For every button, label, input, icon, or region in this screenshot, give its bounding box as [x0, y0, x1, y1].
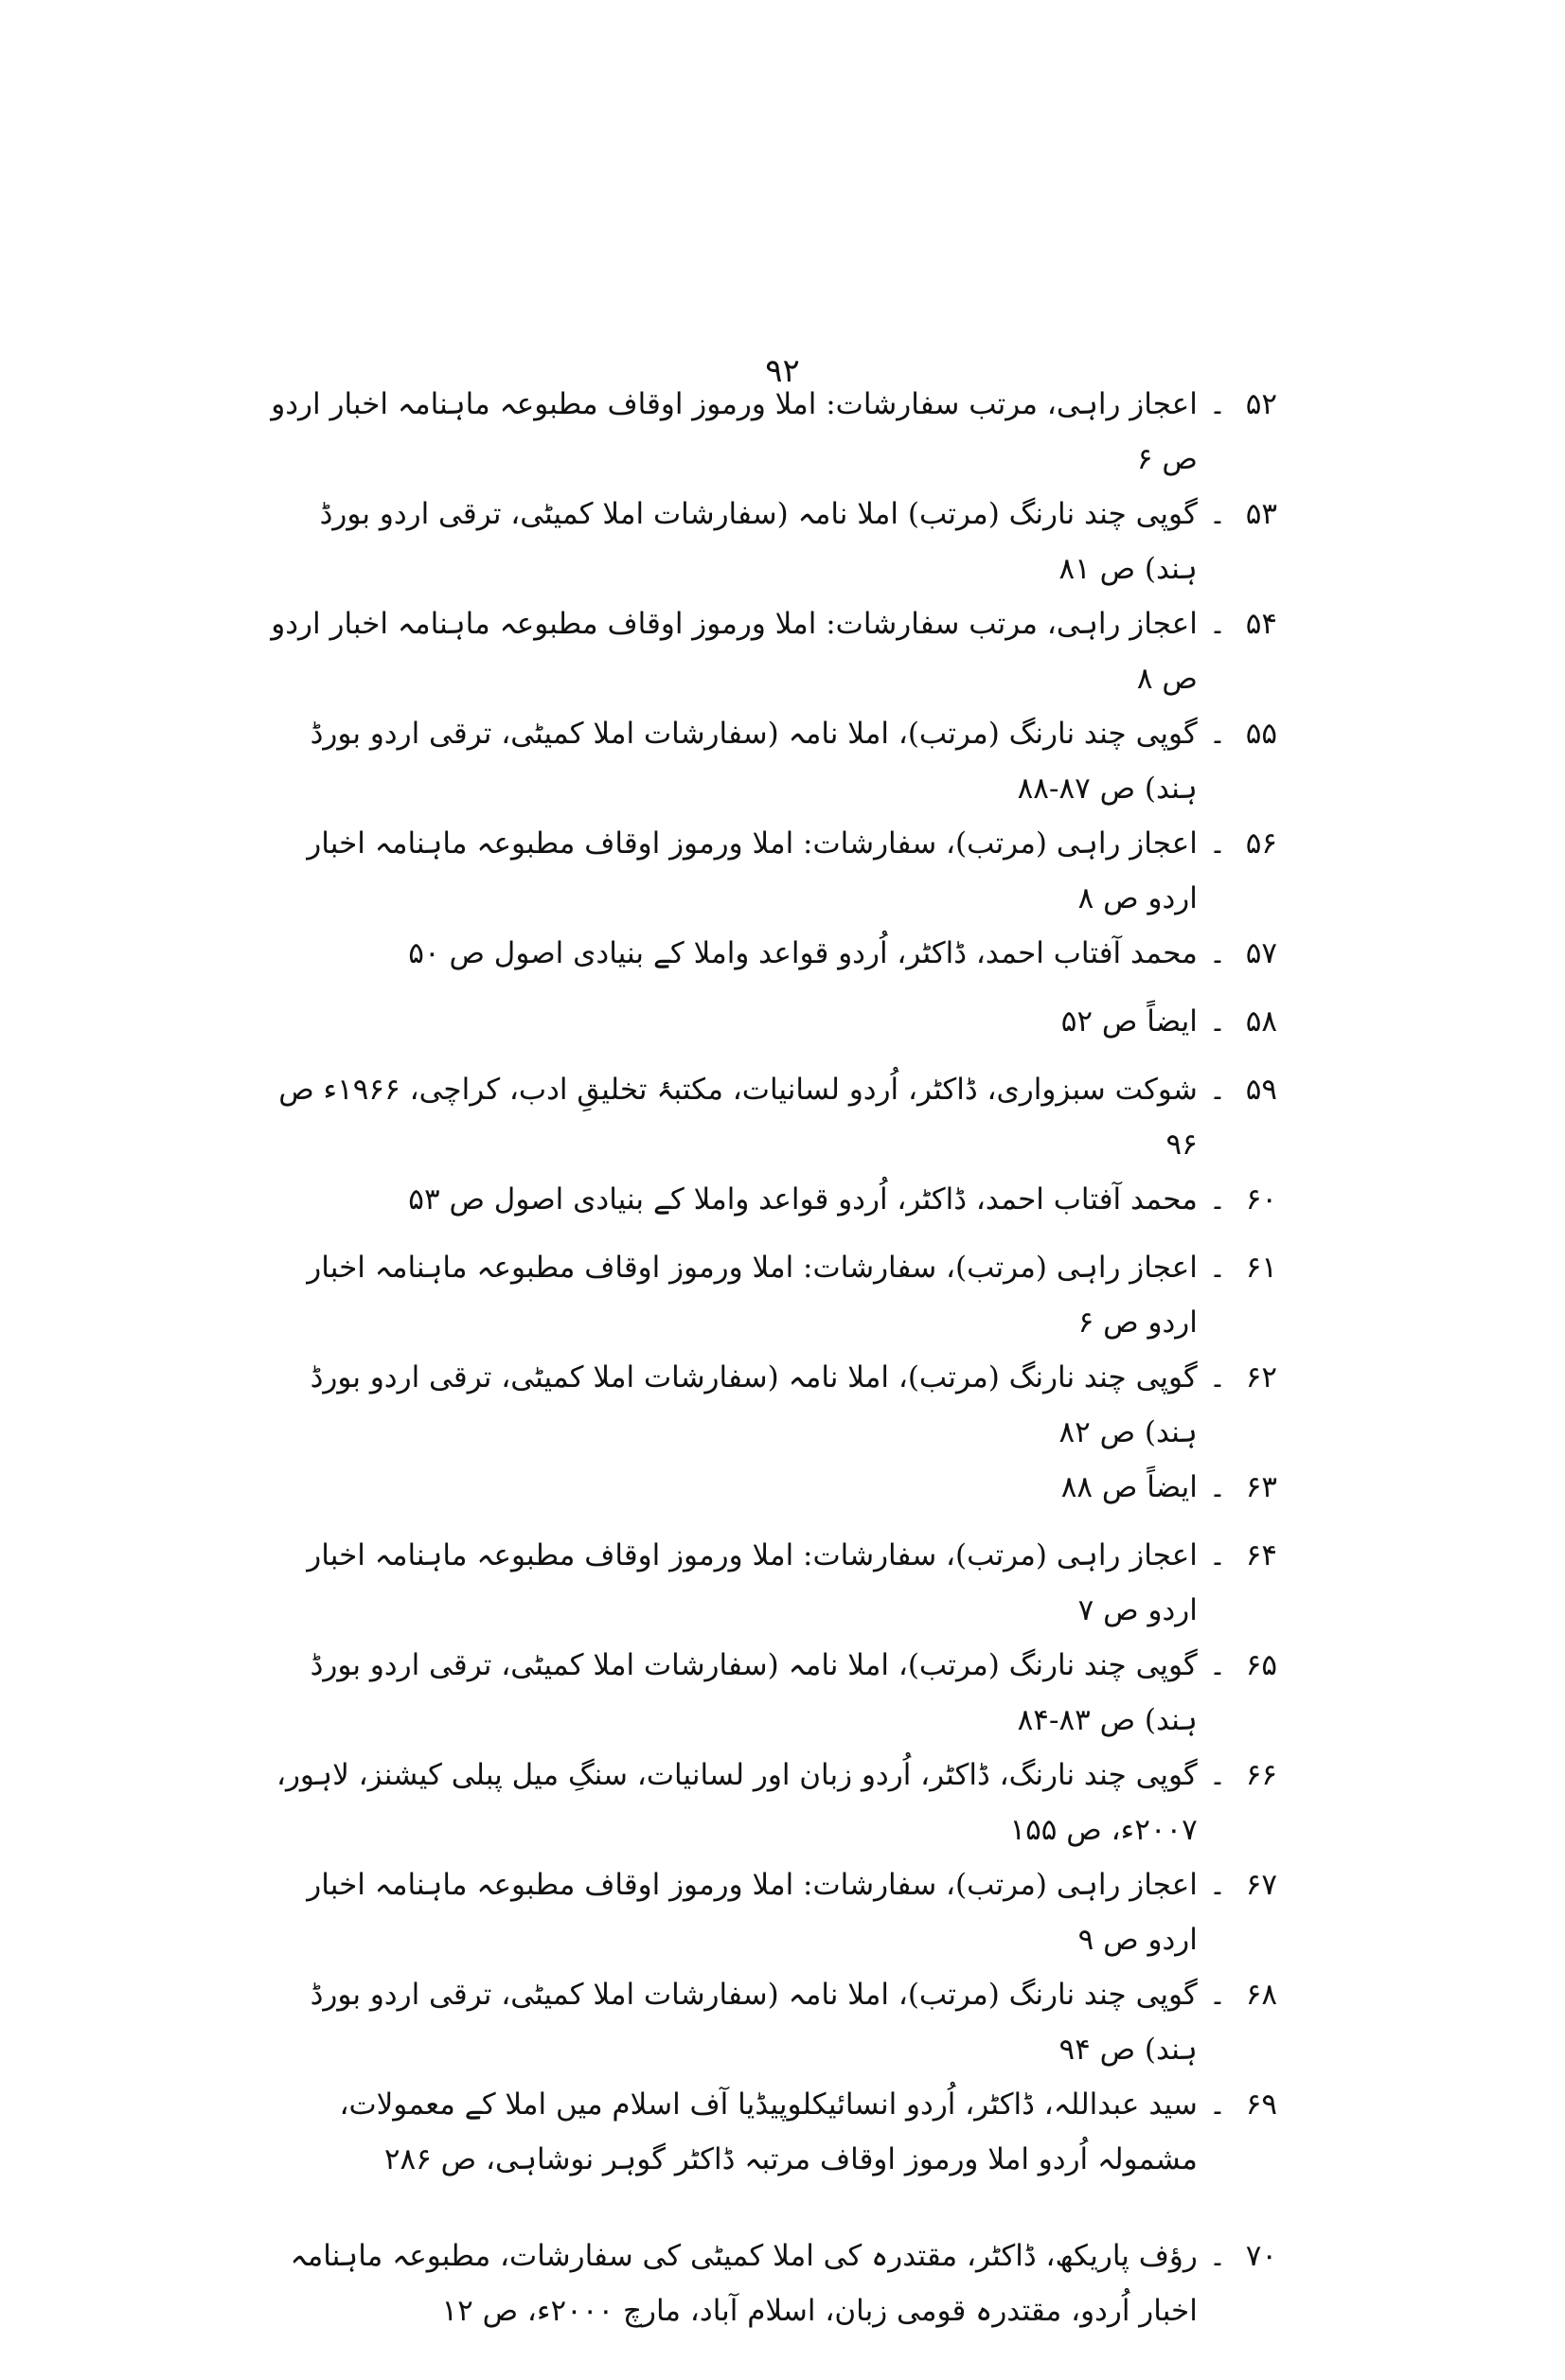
- endnote-text: ایضاً ص ۵۲: [1060, 1004, 1198, 1039]
- endnote-text: محمد آفتاب احمد، ڈاکٹر، اُردو قواعد واملا کے بنیادی اصول ص ۵۳: [408, 1182, 1198, 1217]
- endnote-item: [259, 377, 1277, 487]
- endnote-item: [259, 1460, 1277, 1528]
- endnotes-list: [259, 377, 1277, 2380]
- endnote-separator: ۔: [1208, 936, 1226, 970]
- endnote-text: گوپی چند نارنگ، ڈاکٹر، اُردو زبان اور لسانیات، سنگِ میل پبلی کیشنز، لاہور، ۲۰۰۷ء، ص ۱۵۵: [276, 1758, 1198, 1847]
- endnote-separator: ۔: [1208, 1648, 1226, 1682]
- endnote-text: اعجاز راہی، مرتب سفارشات: املا ورموز اوقاف مطبوعہ ماہنامہ اخبار اردو ص ۶: [271, 387, 1198, 476]
- endnote-number: ۶۲: [1245, 1360, 1277, 1394]
- endnote-number: ۶۱: [1245, 1251, 1277, 1285]
- endnote-item: [259, 1857, 1277, 1967]
- endnote-number: ۵۳: [1245, 497, 1277, 531]
- endnote-text: اعجاز راہی (مرتب)، سفارشات: املا ورموز اوقاف مطبوعہ ماہنامہ اخبار اردو ص ۶: [307, 1251, 1198, 1340]
- endnote-text: سید عبداللہ، ڈاکٹر، اُردو انسائیکلوپیڈیا آف اسلام میں املا کے معمولات، مشمولہ اُردو املا ورموز اوقاف مرتبہ ڈاکٹر گوہر نوشاہی، ص ۲۸۶: [339, 2087, 1198, 2176]
- endnote-number: ۶۷: [1245, 1868, 1277, 1902]
- endnote-text: شوکت سبزواری، ڈاکٹر، اُردو لسانیات، مکتبۂ تخلیقِ ادب، کراچی، ۱۹۶۶ء ص ۹۶: [278, 1073, 1198, 1162]
- endnote-separator: ۔: [1208, 826, 1226, 861]
- endnote-text: گوپی چند نارنگ (مرتب)، املا نامہ (سفارشات املا کمیٹی، ترقی اردو بورڈ ہند) ص ۸۳-۸۴: [310, 1648, 1198, 1737]
- endnote-text: اعجاز راہی (مرتب)، سفارشات: املا ورموز اوقاف مطبوعہ ماہنامہ اخبار اردو ص ۹: [307, 1868, 1198, 1957]
- endnote-item: [259, 2229, 1277, 2371]
- endnote-number: ۵۴: [1245, 607, 1277, 641]
- endnote-item: [259, 487, 1277, 596]
- endnote-number: ۵۸: [1245, 1004, 1277, 1039]
- endnote-text: گوپی چند نارنگ (مرتب) املا نامہ (سفارشات املا کمیٹی، ترقی اردو بورڈ ہند) ص ۸۱: [319, 497, 1198, 586]
- endnote-item: [259, 1062, 1277, 1172]
- endnote-item: [259, 1350, 1277, 1460]
- endnote-text: اعجاز راہی (مرتب)، سفارشات: املا ورموز اوقاف مطبوعہ ماہنامہ اخبار اردو ص ۷: [307, 1538, 1198, 1627]
- endnote-item: [259, 1528, 1277, 1638]
- endnote-text: ایضاً ص ۸۸: [1060, 1470, 1198, 1504]
- endnote-text: گوپی چند نارنگ (مرتب)، املا نامہ (سفارشات املا کمیٹی، ترقی اردو بورڈ ہند) ص ۸۲: [310, 1360, 1198, 1449]
- endnote-separator: ۔: [1208, 387, 1226, 421]
- endnote-separator: ۔: [1208, 607, 1226, 641]
- endnote-separator: ۔: [1208, 1538, 1226, 1572]
- endnote-number: ۵۵: [1245, 717, 1277, 751]
- endnote-item: [259, 1240, 1277, 1350]
- endnote-separator: ۔: [1208, 2087, 1226, 2122]
- endnote-item: [259, 1172, 1277, 1240]
- endnote-number: ۷۰: [1245, 2239, 1277, 2273]
- endnote-separator: ۔: [1208, 1758, 1226, 1792]
- endnote-item: [259, 596, 1277, 706]
- endnote-number: ۵۷: [1245, 936, 1277, 970]
- endnote-number: ۶۶: [1245, 1758, 1277, 1792]
- endnote-number: ۶۵: [1245, 1648, 1277, 1682]
- endnote-number: ۵۶: [1245, 826, 1277, 861]
- endnote-text: اعجاز راہی (مرتب)، سفارشات: املا ورموز اوقاف مطبوعہ ماہنامہ اخبار اردو ص ۸: [307, 826, 1198, 915]
- endnote-separator: ۔: [1208, 2239, 1226, 2273]
- endnote-number: ۵۲: [1245, 387, 1277, 421]
- endnote-separator: ۔: [1208, 1251, 1226, 1285]
- endnote-text: محمد آفتاب احمد، ڈاکٹر، اُردو قواعد واملا کے بنیادی اصول ص ۵۰: [408, 936, 1198, 970]
- endnote-text: گوپی چند نارنگ (مرتب)، املا نامہ (سفارشات املا کمیٹی، ترقی اردو بورڈ ہند) ص ۹۴: [310, 1978, 1198, 2067]
- endnote-item: [259, 2077, 1277, 2219]
- endnote-item: [259, 1638, 1277, 1748]
- endnote-number: ۵۹: [1245, 1073, 1277, 1107]
- endnote-item: [259, 816, 1277, 926]
- endnote-separator: ۔: [1208, 1004, 1226, 1039]
- endnote-separator: ۔: [1208, 1360, 1226, 1394]
- endnote-separator: ۔: [1208, 1868, 1226, 1902]
- endnote-text: اعجاز راہی، مرتب سفارشات: املا ورموز اوقاف مطبوعہ ماہنامہ اخبار اردو ص ۸: [271, 607, 1198, 696]
- endnote-number: ۶۸: [1245, 1978, 1277, 2012]
- endnote-separator: ۔: [1208, 1978, 1226, 2012]
- endnote-item: [259, 1967, 1277, 2077]
- endnote-separator: ۔: [1208, 1470, 1226, 1504]
- page-number: ۹۲: [765, 352, 800, 390]
- endnote-text: رؤف پاریکھ، ڈاکٹر، مقتدرہ کی املا کمیٹی کی سفارشات، مطبوعہ ماہنامہ اخبار اُردو، مقتدرہ قومی زبان، اسلام آباد، مارچ ۲۰۰۰ء، ص ۱۲: [290, 2239, 1198, 2328]
- endnote-item: [259, 1748, 1277, 1857]
- endnote-separator: ۔: [1208, 1182, 1226, 1217]
- endnote-number: ۶۹: [1245, 2087, 1277, 2122]
- endnote-number: ۶۳: [1245, 1470, 1277, 1504]
- endnote-separator: ۔: [1208, 717, 1226, 751]
- endnote-item: [259, 926, 1277, 994]
- endnote-text: گوپی چند نارنگ (مرتب)، املا نامہ (سفارشات املا کمیٹی، ترقی اردو بورڈ ہند) ص ۸۷-۸۸: [310, 717, 1198, 806]
- endnote-number: ۶۰: [1245, 1182, 1277, 1217]
- endnote-item: [259, 994, 1277, 1062]
- endnote-separator: ۔: [1208, 497, 1226, 531]
- endnote-item: [259, 706, 1277, 816]
- endnote-separator: ۔: [1208, 1073, 1226, 1107]
- endnote-number: ۶۴: [1245, 1538, 1277, 1572]
